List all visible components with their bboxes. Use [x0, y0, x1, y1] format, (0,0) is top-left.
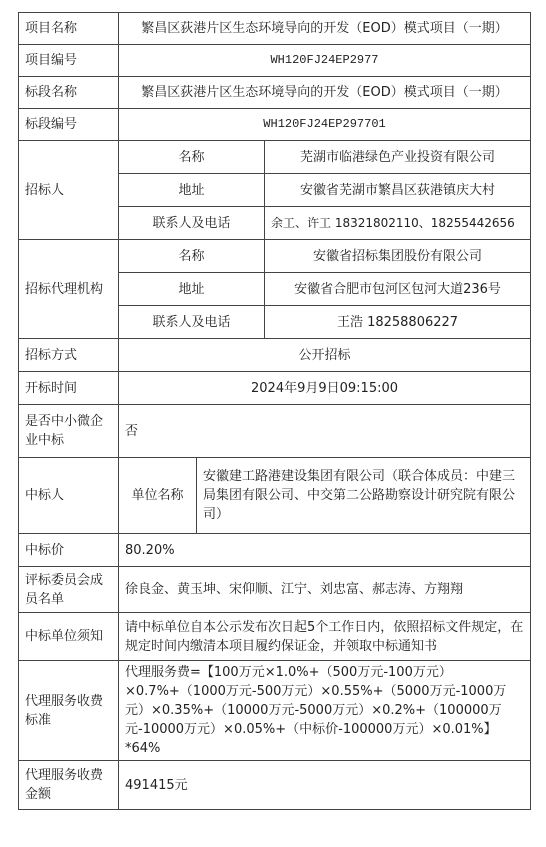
section-name-label: 标段名称: [19, 77, 119, 109]
notice-value: 请中标单位自本公示发布次日起5个工作日内，依照招标文件规定，在规定时间内缴清本项目履约保证金，并领取中标通知书: [119, 613, 531, 661]
fee-amount-label: 代理服务收费金额: [19, 761, 119, 810]
row-committee: [19, 567, 531, 613]
tenderer-label: 招标人: [19, 141, 119, 240]
tenderer-name-label: 名称: [119, 141, 265, 174]
agency-contact-value: 王浩 18258806227: [265, 306, 531, 339]
agency-name-value: 安徽省招标集团股份有限公司: [265, 240, 531, 273]
row-tenderer-name: [19, 141, 531, 174]
row-price: [19, 534, 531, 567]
row-agency-name: [19, 240, 531, 273]
row-sme: [19, 405, 531, 458]
row-project-name: [19, 13, 531, 45]
section-code-value: WH120FJ24EP297701: [119, 109, 531, 141]
tenderer-name-value: 芜湖市临港绿色产业投资有限公司: [265, 141, 531, 174]
sme-value: 否: [119, 405, 531, 458]
tenderer-address-label: 地址: [119, 174, 265, 207]
committee-value: 徐良金、黄玉坤、宋仰顺、江宁、刘忠富、郝志涛、方翔翔: [119, 567, 531, 613]
winner-unit-label: 单位名称: [119, 458, 197, 534]
winner-label: 中标人: [19, 458, 119, 534]
sme-label: 是否中小微企业中标: [19, 405, 119, 458]
committee-label: 评标委员会成员名单: [19, 567, 119, 613]
agency-address-label: 地址: [119, 273, 265, 306]
row-open-time: [19, 372, 531, 405]
project-code-label: 项目编号: [19, 45, 119, 77]
winner-value: 安徽建工路港建设集团有限公司（联合体成员：中建三局集团有限公司、中交第二公路勘察设计研究院有限公司）: [197, 458, 531, 534]
bid-result-table: [18, 12, 531, 810]
tenderer-contact-label: 联系人及电话: [119, 207, 265, 240]
method-label: 招标方式: [19, 339, 119, 372]
price-value: 80.20%: [119, 534, 531, 567]
agency-name-label: 名称: [119, 240, 265, 273]
row-section-code: [19, 109, 531, 141]
row-notice: [19, 613, 531, 661]
project-name-label: 项目名称: [19, 13, 119, 45]
tenderer-address-value: 安徽省芜湖市繁昌区荻港镇庆大村: [265, 174, 531, 207]
row-method: [19, 339, 531, 372]
row-winner: [19, 458, 531, 534]
tenderer-contact-value: 余工、许工 18321802110、18255442656: [265, 207, 531, 240]
row-section-name: [19, 77, 531, 109]
price-label: 中标价: [19, 534, 119, 567]
section-name-value: 繁昌区荻港片区生态环境导向的开发（EOD）模式项目（一期）: [119, 77, 531, 109]
open-time-label: 开标时间: [19, 372, 119, 405]
method-value: 公开招标: [119, 339, 531, 372]
project-code-value: WH120FJ24EP2977: [119, 45, 531, 77]
row-fee-amount: [19, 761, 531, 810]
project-name-value: 繁昌区荻港片区生态环境导向的开发（EOD）模式项目（一期）: [119, 13, 531, 45]
agency-address-value: 安徽省合肥市包河区包河大道236号: [265, 273, 531, 306]
agency-label: 招标代理机构: [19, 240, 119, 339]
open-time-value: 2024年9月9日09:15:00: [119, 372, 531, 405]
row-project-code: [19, 45, 531, 77]
section-code-label: 标段编号: [19, 109, 119, 141]
agency-contact-label: 联系人及电话: [119, 306, 265, 339]
notice-label: 中标单位须知: [19, 613, 119, 661]
fee-amount-value: 491415元: [119, 761, 531, 810]
fee-standard-label: 代理服务收费标准: [19, 661, 119, 761]
row-fee-standard: [19, 661, 531, 761]
fee-standard-value: 代理服务费=【100万元×1.0%+（500万元-100万元）×0.7%+（1000万元-500万元）×0.55%+（5000万元-1000万元）×0.35%+（10000万元-5000万元）×0.2%+（100000万元-10000万元）×0.05%+（中标价-100000万元）×0.01%】*64%: [119, 661, 531, 761]
